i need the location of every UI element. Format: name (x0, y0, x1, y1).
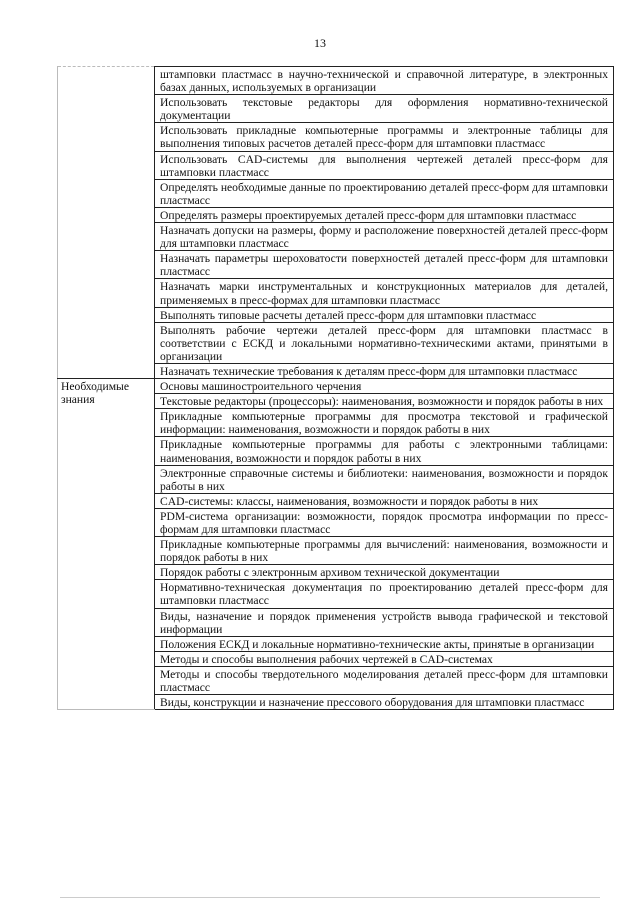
knowledge-item: Основы машиностроительного черчения (155, 379, 614, 394)
knowledge-item: Виды, назначение и порядок применения устройств вывода графической и текстовой информации (155, 608, 614, 636)
skill-item: Выполнять типовые расчеты деталей пресс-форм для штамповки пластмасс (155, 307, 614, 322)
knowledge-label: Необходимые знания (58, 379, 155, 710)
skill-item: Использовать текстовые редакторы для оформления нормативно-технической документации (155, 95, 614, 123)
skill-item: Назначать технические требования к деталям пресс-форм для штамповки пластмасс (155, 363, 614, 378)
page-number: 13 (314, 36, 326, 50)
knowledge-item: Прикладные компьютерные программы для вычислений: наименования, возможности и порядок работы в них (155, 537, 614, 565)
skill-item: Назначать марки инструментальных и конструкционных материалов для деталей, применяемых в пресс-формах для штамповки пластмасс (155, 279, 614, 307)
knowledge-item: Текстовые редакторы (процессоры): наименования, возможности и порядок работы в них (155, 394, 614, 409)
knowledge-item: Методы и способы твердотельного моделирования деталей пресс-форм для штамповки пластмасс (155, 666, 614, 694)
requirements-table (57, 66, 614, 710)
skill-item: Использовать прикладные компьютерные программы и электронные таблицы для выполнения типовых расчетов деталей пресс-форм для штамповки пластмасс (155, 123, 614, 151)
knowledge-item: Электронные справочные системы и библиотеки: наименования, возможности и порядок работы в них (155, 465, 614, 493)
knowledge-item: Прикладные компьютерные программы для работы с электронными таблицами: наименования, возможности и порядок работы в них (155, 437, 614, 465)
table-row (58, 379, 614, 394)
skill-item: Назначать допуски на размеры, форму и расположение поверхностей деталей пресс-форм для штамповки пластмасс (155, 223, 614, 251)
knowledge-item: Прикладные компьютерные программы для просмотра текстовой и графической информации: наименования, возможности и порядок работы в них (155, 409, 614, 437)
knowledge-item: Методы и способы выполнения рабочих чертежей в CAD-системах (155, 651, 614, 666)
skill-item: Определять размеры проектируемых деталей пресс-форм для штамповки пластмасс (155, 207, 614, 222)
knowledge-item: Порядок работы с электронным архивом технической документации (155, 565, 614, 580)
page-bottom-divider (60, 897, 600, 898)
table-row (58, 67, 614, 95)
knowledge-item: Виды, конструкции и назначение прессового оборудования для штамповки пластмасс (155, 695, 614, 710)
skill-item: Определять необходимые данные по проектированию деталей пресс-форм для штамповки пластмасс (155, 179, 614, 207)
skills-label-cell (58, 67, 155, 379)
skill-item: Выполнять рабочие чертежи деталей пресс-форм для штамповки пластмасс в соответствии с ЕСКД и локальными нормативно-техническими актами, принятыми в организации (155, 322, 614, 363)
knowledge-item: Положения ЕСКД и локальные нормативно-технические акты, принятые в организации (155, 636, 614, 651)
skill-item: Назначать параметры шероховатости поверхностей деталей пресс-форм для штамповки пластмасс (155, 251, 614, 279)
skill-item: Использовать CAD-системы для выполнения чертежей деталей пресс-форм для штамповки пластмасс (155, 151, 614, 179)
knowledge-item: Нормативно-техническая документация по проектированию деталей пресс-форм для штамповки пластмасс (155, 580, 614, 608)
knowledge-item: CAD-системы: классы, наименования, возможности и порядок работы в них (155, 493, 614, 508)
skill-item: штамповки пластмасс в научно-технической и справочной литературе, в электронных базах данных, используемых в организации (155, 67, 614, 95)
knowledge-item: PDM-система организации: возможности, порядок просмотра информации по пресс-формам для штамповки пластмасс (155, 508, 614, 536)
